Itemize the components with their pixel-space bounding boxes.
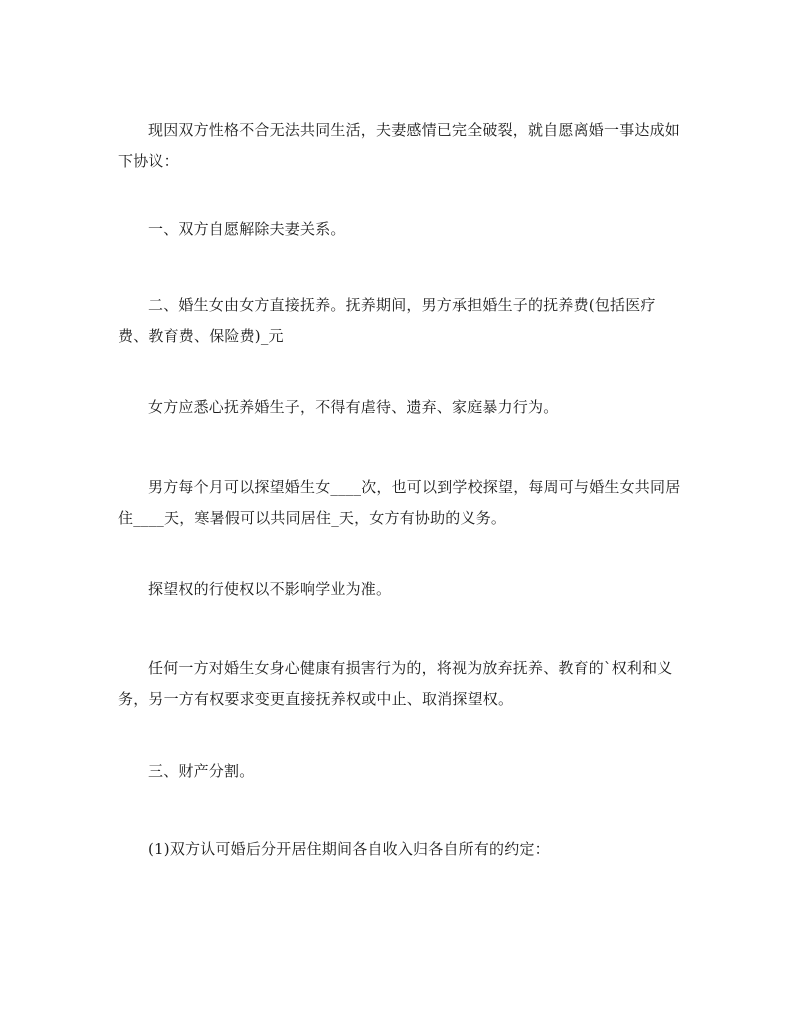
paragraph-harm-clause: 任何一方对婚生女身心健康有损害行为的，将视为放弃抚养、教育的`权利和义务，另一方有权要求变更直接抚养权或中止、取消探望权。 bbox=[118, 659, 673, 708]
paragraph-clause-1: 一、双方自愿解除夫妻关系。 bbox=[148, 220, 346, 238]
paragraph-clause-3: 三、财产分割。 bbox=[148, 762, 255, 780]
paragraph-clause-2: 二、婚生女由女方直接抚养。抚养期间，男方承担婚生子的抚养费(包括医疗费、教育费、保险费)_元 bbox=[118, 296, 656, 345]
paragraph-custody-duty: 女方应悉心抚养婚生子，不得有虐待、遗弃、家庭暴力行为。 bbox=[148, 398, 559, 416]
paragraph-visitation-limit: 探望权的行使权以不影响学业为准。 bbox=[148, 580, 392, 598]
paragraph-visitation: 男方每个月可以探望婚生女____次，也可以到学校探望，每周可与婚生女共同居住____天，寒暑假可以共同居住_天，女方有协助的义务。 bbox=[118, 478, 681, 527]
paragraph-preamble: 现因双方性格不合无法共同生活，夫妻感情已完全破裂，就自愿离婚一事达成如下协议： bbox=[118, 121, 681, 170]
paragraph-property-item-1: (1)双方认可婚后分开居住期间各自收入归各自所有的约定： bbox=[148, 840, 550, 858]
